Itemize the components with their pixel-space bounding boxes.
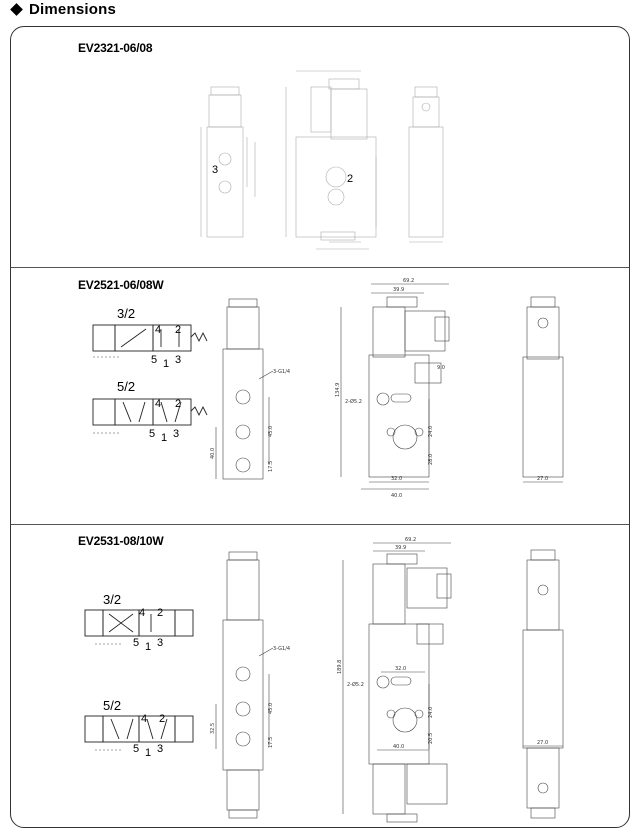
port-label: 4 — [139, 607, 146, 619]
port-label: 1 — [163, 358, 170, 370]
end-view-drawing — [523, 297, 563, 482]
valve-symbol-3-2 — [93, 306, 207, 370]
dimension-label: 24.0 — [428, 706, 434, 718]
page-title: Dimensions — [29, 0, 117, 18]
section-header — [12, 0, 116, 18]
port-label: 3 — [173, 428, 180, 440]
dimension-label: 69.2 — [405, 537, 417, 543]
symbol-label: 3/2 — [103, 592, 122, 607]
model-section-ev2531 — [11, 524, 629, 828]
drawing-ev2521 — [11, 267, 630, 524]
end-view-drawing — [523, 550, 563, 818]
hole-label: 2-Ø5.2 — [345, 399, 362, 405]
side-view-drawing — [286, 71, 376, 249]
drawing-ev2531 — [11, 524, 630, 828]
port-label: 1 — [145, 641, 152, 653]
port-label: 1 — [145, 747, 152, 759]
port-label: 2 — [157, 607, 164, 619]
model-title: EV2521-06/08W — [78, 278, 164, 292]
dimension-label: 17.5 — [268, 736, 274, 748]
valve-symbol-3-2 — [85, 592, 193, 653]
dimension-label: 32.5 — [210, 722, 216, 734]
front-view-drawing — [216, 552, 273, 818]
port-label: 3 — [175, 354, 182, 366]
symbol-label: 3/2 — [117, 306, 136, 321]
dimension-label: 20.5 — [428, 732, 434, 744]
model-title: EV2321-06/08 — [78, 41, 153, 55]
dimension-label: 39.9 — [393, 287, 405, 293]
model-title: EV2531-08/10W — [78, 534, 164, 548]
port-label: 2 — [175, 398, 182, 410]
port-label: 5 — [133, 743, 140, 755]
dimension-label: 27.0 — [537, 476, 549, 482]
port-label: 2 — [175, 324, 182, 336]
dimension-label: 9.0 — [437, 365, 445, 371]
dimension-label: 28.0 — [428, 453, 434, 465]
port-label: 3 — [212, 164, 219, 176]
dimension-label: 32.0 — [395, 666, 407, 672]
dimension-label: 45.0 — [268, 425, 274, 437]
dimension-label: 69.2 — [403, 278, 415, 284]
port-label: 5 — [149, 428, 156, 440]
port-label: 5 — [151, 354, 158, 366]
port-label: 2 — [159, 713, 166, 725]
front-view-drawing — [201, 87, 255, 237]
port-label: 4 — [155, 398, 162, 410]
drawing-ev2321 — [11, 27, 630, 267]
dimension-label: 24.0 — [428, 425, 434, 437]
port-label: 3 — [157, 743, 164, 755]
port-label: 1 — [161, 432, 168, 444]
dimension-label: 45.0 — [268, 702, 274, 714]
model-section-ev2321 — [11, 27, 629, 268]
dimension-label: 27.0 — [537, 740, 549, 746]
port-label: 3 — [157, 637, 164, 649]
dimension-label: 40.0 — [393, 744, 405, 750]
symbol-label: 5/2 — [103, 698, 122, 713]
diamond-bullet-icon — [10, 3, 23, 16]
dimension-label: 40.0 — [391, 493, 403, 499]
symbol-label: 5/2 — [117, 379, 136, 394]
front-view-drawing — [216, 299, 273, 479]
valve-symbol-5-2 — [85, 698, 193, 759]
dimension-label: 32.0 — [391, 476, 403, 482]
thread-label: 3-G1/4 — [273, 369, 291, 375]
dimension-label: 40.0 — [210, 447, 216, 459]
end-view-drawing — [409, 87, 443, 242]
port-label: 4 — [141, 713, 148, 725]
hole-label: 2-Ø5.2 — [347, 682, 364, 688]
port-label: 2 — [347, 173, 354, 185]
dimension-label: 39.9 — [395, 545, 407, 551]
dimension-label: 17.5 — [268, 460, 274, 472]
valve-symbol-5-2 — [93, 379, 207, 444]
port-label: 5 — [133, 637, 140, 649]
dimensions-frame — [10, 26, 630, 828]
model-section-ev2521 — [11, 267, 629, 525]
thread-label: 3-G1/4 — [273, 646, 291, 652]
dimension-label: 134.9 — [335, 382, 341, 397]
port-label: 4 — [155, 324, 162, 336]
dimension-label: 189.8 — [337, 659, 343, 674]
